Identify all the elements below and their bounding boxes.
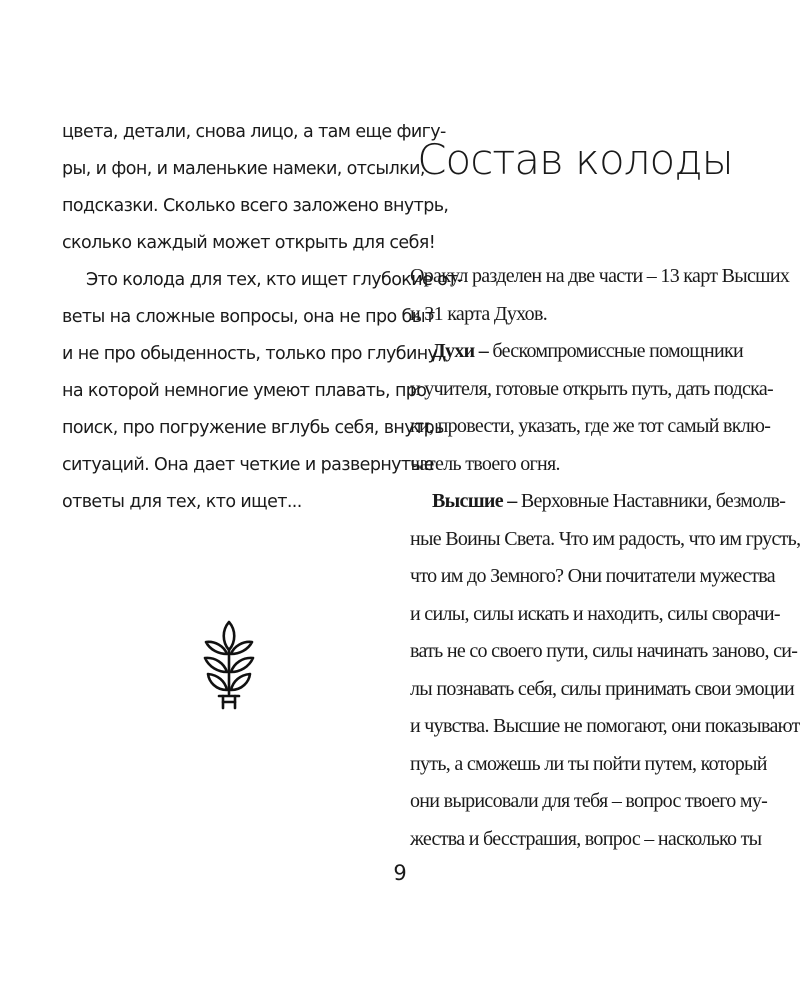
left-line: веты на сложные вопросы, она не про быт — [62, 307, 435, 327]
spirits-first-line-text: бескомпромиссные помощники — [492, 340, 744, 362]
highest-line: путь, а сможешь ли ты пойти путем, который — [410, 752, 767, 775]
highest-line: ные Воины Света. Что им радость, что им грусть, — [410, 527, 800, 550]
left-line: и не про обыденность, только про глубину, — [62, 344, 443, 364]
left-line: ры, и фон, и маленькие намеки, отсылки, — [62, 159, 425, 179]
section-title: Состав колоды — [417, 135, 733, 184]
left-line: поиск, про погружение вглубь себя, внутрь — [62, 418, 444, 438]
right-text-column — [410, 258, 800, 858]
highest-line: что им до Земного? Они почитатели мужества — [410, 565, 775, 587]
spirits-paragraph-first-line — [410, 333, 744, 371]
highest-line: вать не со своего пути, силы начинать заново, си- — [410, 640, 798, 662]
left-line: цвета, детали, снова лицо, а там еще фигу- — [62, 122, 446, 142]
highest-line: лы познавать себя, силы принимать свои эмоции — [410, 677, 794, 700]
left-line: сколько каждый может открыть для себя! — [62, 233, 436, 253]
left-line: ситуаций. Она дает четкие и развернутые — [62, 455, 434, 475]
highest-first-line-text: Верховные Наставники, безмолв- — [520, 490, 786, 512]
spirits-line: и учителя, готовые открыть путь, дать подска- — [410, 377, 774, 400]
page-number: 9 — [393, 861, 407, 885]
highest-paragraph-first-line — [410, 483, 786, 521]
leaf-sprout-icon — [203, 620, 255, 712]
intro-line: и 31 карта Духов. — [410, 302, 548, 325]
highest-line: они вырисовали для тебя – вопрос твоего му- — [410, 790, 768, 812]
intro-line: Оракул разделен на две части – 13 карт Высших — [410, 265, 790, 287]
spirits-term: Духи – — [432, 340, 489, 362]
highest-term: Высшие – — [432, 490, 517, 512]
left-line: ответы для тех, кто ищет... — [62, 492, 302, 512]
left-line: на которой немногие умеют плавать, про — [62, 381, 427, 401]
highest-line: жества и бесстрашия, вопрос – насколько ты — [410, 827, 762, 850]
left-line: подсказки. Сколько всего заложено внутрь, — [62, 196, 449, 216]
spirits-line: чатель твоего огня. — [410, 452, 560, 475]
left-line: Это колода для тех, кто ищет глубокие от- — [86, 270, 463, 290]
spirits-line: ки, провести, указать, где же тот самый вклю- — [410, 415, 771, 437]
highest-line: и силы, силы искать и находить, силы сворачи- — [410, 602, 780, 625]
highest-line: и чувства. Высшие не помогают, они показывают — [410, 715, 800, 737]
